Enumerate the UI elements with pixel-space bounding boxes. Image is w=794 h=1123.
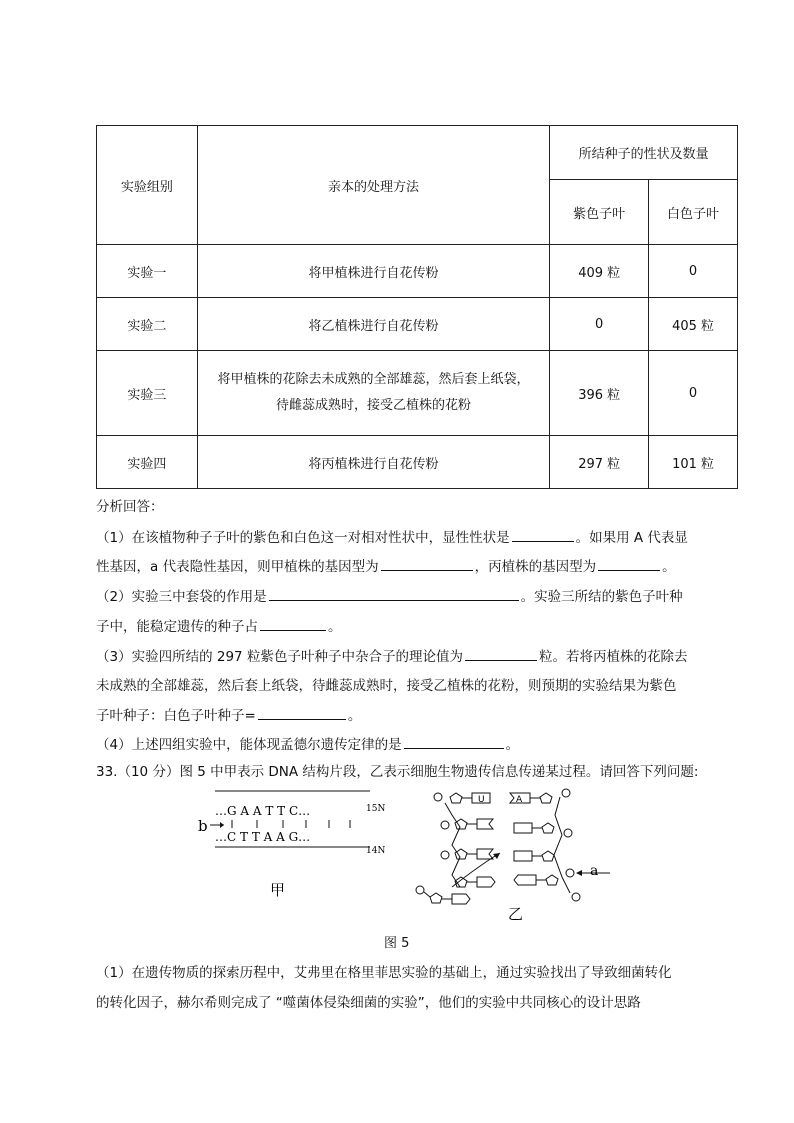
cell-group: 实验二: [97, 298, 198, 351]
question-1-line-2: 性基因，a 代表隐性基因，则甲植株的基因型为 ，丙植株的基因型为 。: [96, 556, 676, 577]
cell-method: 将甲植株进行自花传粉: [197, 245, 549, 298]
question-2-line-2: 子中，能稳定遗传的种子占 。: [96, 616, 342, 637]
method-line: 待雌蕊成熟时，接受乙植株的花粉: [276, 398, 472, 413]
answer-blank[interactable]: [260, 616, 326, 631]
header-result: 所结种子的性状及数量: [550, 126, 738, 180]
answer-blank[interactable]: [381, 556, 473, 571]
label-b: b: [198, 817, 208, 835]
cell-purple: 297 粒: [550, 436, 649, 489]
answer-blank[interactable]: [465, 646, 537, 661]
question-33: 33.（10 分）图 5 中甲表示 DNA 结构片段，乙表示细胞生物遗传信息传递某过程。请回答下列问题:: [96, 764, 699, 780]
cell-group: 实验三: [97, 351, 198, 436]
cell-purple: 396 粒: [550, 351, 649, 436]
table-row: [97, 298, 738, 351]
arrow-icon: [576, 870, 582, 876]
phosphate: [434, 793, 442, 801]
cell-method: [197, 351, 549, 436]
dna-fragment-jia: [198, 791, 385, 899]
cell-group: 实验一: [97, 245, 198, 298]
bottom-strand: …C T T A A G…: [215, 830, 311, 844]
label-14n: 14N: [366, 846, 386, 856]
label-a-base: A: [516, 795, 523, 805]
cell-white: 0: [649, 351, 738, 436]
figure-caption: 图 5: [384, 936, 410, 951]
question-33-1-line-1: （1）在遗传物质的探索历程中，艾弗里在格里菲思实验的基础上，通过实验找出了导致细菌转化: [96, 965, 672, 981]
intro-text: 分析回答：: [96, 499, 164, 515]
answer-blank[interactable]: [512, 527, 574, 542]
arrow-icon: [493, 853, 500, 859]
question-3-line-2: 未成熟的全部雄蕊，然后套上纸袋，待雌蕊成熟时，接受乙植株的花粉，则预期的实验结果为紫色: [96, 678, 677, 694]
answer-blank[interactable]: [258, 705, 346, 720]
answer-blank[interactable]: [269, 586, 519, 601]
header-purple: 紫色子叶: [550, 180, 649, 245]
arrow-icon: [220, 822, 224, 828]
cell-white: 101 粒: [649, 436, 738, 489]
label-yi: 乙: [508, 905, 524, 923]
transcription-diagram-yi: [416, 789, 580, 904]
header-group: 实验组别: [97, 126, 198, 245]
question-3-line-1: （3）实验四所结的 297 粒紫色子叶种子中杂合子的理论值为 粒。若将丙植株的花除去: [96, 646, 687, 667]
question-33-1-line-2: 的转化因子，赫尔希则完成了 “噬菌体侵染细菌的实验”，他们的实验中共同核心的设计思路: [96, 995, 641, 1011]
label-15n: 15N: [366, 804, 386, 814]
question-2-line-1: （2）实验三中套袋的作用是 。实验三所结的紫色子叶种: [96, 586, 683, 607]
label-u: U: [478, 795, 485, 805]
header-white: 白色子叶: [649, 180, 738, 245]
sugar: [450, 793, 462, 803]
answer-blank[interactable]: [404, 734, 504, 749]
answer-blank[interactable]: [598, 556, 660, 571]
cell-group: 实验四: [97, 436, 198, 489]
figure-5: [190, 785, 610, 930]
cell-white: 0: [649, 245, 738, 298]
cell-white: 405 粒: [649, 298, 738, 351]
experiment-table: [96, 125, 738, 489]
header-method: 亲本的处理方法: [197, 126, 549, 245]
cell-method: 将丙植株进行自花传粉: [197, 436, 549, 489]
label-a: a: [590, 863, 599, 879]
question-4: （4）上述四组实验中，能体现孟德尔遗传定律的是 。: [96, 734, 519, 755]
table-row: [97, 351, 738, 436]
base-pair-bonds: [232, 820, 350, 828]
cell-purple: 0: [550, 298, 649, 351]
cell-method: 将乙植株进行自花传粉: [197, 298, 549, 351]
cell-purple: 409 粒: [550, 245, 649, 298]
question-1-line-1: （1）在该植物种子子叶的紫色和白色这一对相对性状中，显性性状是 。如果用 A 代表显: [96, 527, 688, 548]
table-row: [97, 436, 738, 489]
label-jia: 甲: [270, 881, 286, 899]
top-strand: …G A A T T C…: [215, 804, 311, 818]
question-3-line-3: 子叶种子：白色子叶种子= 。: [96, 705, 361, 726]
method-line: 将甲植株的花除去未成熟的全部雄蕊，然后套上纸袋，: [217, 372, 530, 387]
table-row: [97, 245, 738, 298]
